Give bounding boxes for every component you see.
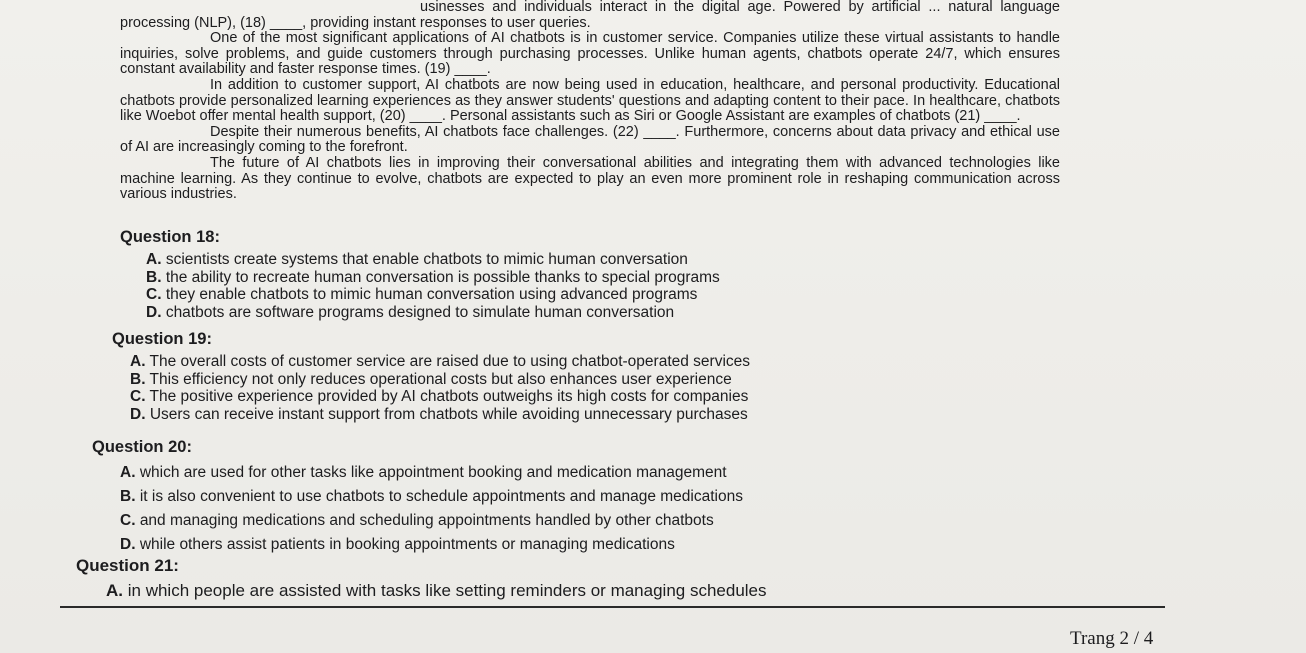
page-number: Trang 2 / 4 (1070, 628, 1154, 649)
passage-paragraph-3: In addition to customer support, AI chatbots are now being used in education, healthcare, and personal productivity. Educational chatbots provide personalized learning experiences as they answer students' questions and adapting content to their pace. In healthcare, chatbots like Woebot offer mental health support, (20) ____. Personal assistants such as Siri or Google Assistant are examples of chatbots (21) ____. (120, 76, 1060, 125)
question-20 (92, 438, 743, 557)
option-c[interactable]: C. they enable chatbots to mimic human conversation using advanced programs (146, 286, 698, 303)
footer-divider (60, 606, 1165, 608)
option-d[interactable]: D. chatbots are software programs designed to simulate human conversation (146, 303, 675, 321)
option-a[interactable]: A. which are used for other tasks like appointment booking and medication management (120, 464, 727, 481)
option-a[interactable]: A. in which people are assisted with tasks like setting reminders or managing schedules (106, 581, 767, 600)
question-19 (112, 330, 750, 423)
question-18 (120, 228, 720, 321)
passage-paragraph-2: One of the most significant applications of AI chatbots is in customer service. Companies utilize these virtual assistants to handle inquiries, solve problems, and guide customers through purchasing processes. Unlike human agents, chatbots operate 24/7, which ensures constant availability and faster response times. (19) ____. (120, 30, 1060, 78)
passage-paragraph-4: Despite their numerous benefits, AI chatbots face challenges. (22) ____. Furthermore, concerns about data privacy and ethical use of AI are increasingly coming to the forefront. (120, 123, 1060, 156)
option-a[interactable]: A. The overall costs of customer service are raised due to using chatbot-operated services (130, 353, 751, 370)
option-d[interactable]: D. Users can receive instant support from chatbots while avoiding unnecessary purchases (130, 405, 748, 423)
question-title: Question 20: (92, 438, 192, 456)
passage-paragraph-1: usinesses and individuals interact in the digital age. Powered by artificial ... natural language processing (NLP), (18) ____, providing instant responses to user queries. (120, 0, 1060, 31)
option-a[interactable]: A. scientists create systems that enable chatbots to mimic human conversation (146, 251, 688, 268)
option-b[interactable]: B. the ability to recreate human conversation is possible thanks to special programs (146, 268, 720, 286)
option-b[interactable]: B. it is also convenient to use chatbots to schedule appointments and manage medications (120, 488, 743, 505)
question-title: Question 18: (120, 228, 220, 246)
option-b[interactable]: B. This efficiency not only reduces operational costs but also enhances user experience (130, 370, 732, 388)
reading-passage (120, 0, 1060, 203)
question-21 (76, 556, 767, 600)
option-c[interactable]: C. and managing medications and scheduling appointments handled by other chatbots (120, 512, 714, 529)
option-d[interactable]: D. while others assist patients in booking appointments or managing medications (120, 536, 675, 553)
passage-paragraph-5: The future of AI chatbots lies in improving their conversational abilities and integrating them with advanced technologies like machine learning. As they continue to evolve, chatbots are expected to play an even more prominent role in reshaping communication across various industries. (120, 154, 1060, 203)
option-c[interactable]: C. The positive experience provided by AI chatbots outweighs its high costs for companies (130, 388, 749, 405)
question-title: Question 21: (76, 556, 179, 575)
question-title: Question 19: (112, 330, 212, 348)
